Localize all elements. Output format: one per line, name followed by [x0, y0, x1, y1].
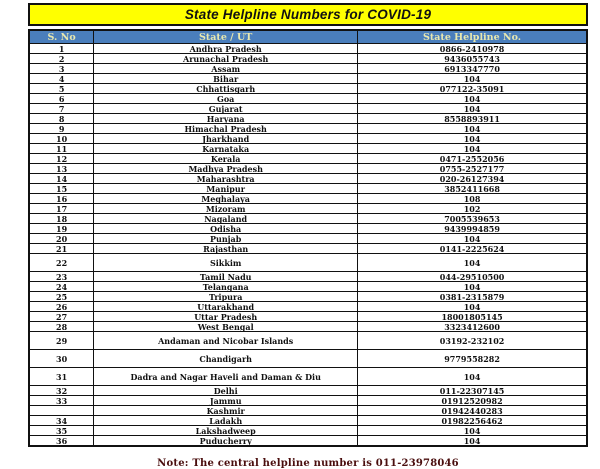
cell-helpline-no: 3323412600	[358, 322, 587, 332]
helpline-table	[28, 29, 588, 447]
cell-s-no: 26	[29, 302, 94, 312]
cell-state-ut: Rajasthan	[94, 244, 358, 254]
table-row	[29, 224, 587, 234]
cell-state-ut: Sikkim	[94, 254, 358, 272]
cell-state-ut: Bihar	[94, 74, 358, 84]
table-row	[29, 154, 587, 164]
cell-helpline-no: 0141-2225624	[358, 244, 587, 254]
cell-s-no: 8	[29, 114, 94, 124]
column-header-s-no: S. No	[29, 30, 94, 44]
cell-state-ut: Meghalaya	[94, 194, 358, 204]
cell-state-ut: Tamil Nadu	[94, 272, 358, 282]
table-row	[29, 144, 587, 154]
cell-s-no: 28	[29, 322, 94, 332]
cell-helpline-no: 020-26127394	[358, 174, 587, 184]
cell-helpline-no: 03192-232102	[358, 332, 587, 350]
cell-helpline-no: 0866-2410978	[358, 44, 587, 54]
cell-state-ut: Ladakh	[94, 416, 358, 426]
table-row	[29, 164, 587, 174]
cell-s-no: 23	[29, 272, 94, 282]
cell-state-ut: Assam	[94, 64, 358, 74]
cell-helpline-no: 6913347770	[358, 64, 587, 74]
cell-state-ut: Chandigarh	[94, 350, 358, 368]
cell-state-ut: Karnataka	[94, 144, 358, 154]
table-row	[29, 302, 587, 312]
column-header-helpline-no: State Helpline No.	[358, 30, 587, 44]
cell-state-ut: Telangana	[94, 282, 358, 292]
cell-state-ut: Tripura	[94, 292, 358, 302]
cell-helpline-no: 0471-2552056	[358, 154, 587, 164]
cell-state-ut: Andaman and Nicobar Islands	[94, 332, 358, 350]
cell-s-no: 6	[29, 94, 94, 104]
cell-state-ut: Arunachal Pradesh	[94, 54, 358, 64]
table-row	[29, 282, 587, 292]
page-title: State Helpline Numbers for COVID-19	[28, 3, 588, 26]
cell-s-no: 15	[29, 184, 94, 194]
table-row	[29, 416, 587, 426]
cell-s-no: 34	[29, 416, 94, 426]
cell-s-no: 16	[29, 194, 94, 204]
table-row	[29, 74, 587, 84]
cell-s-no: 36	[29, 436, 94, 447]
cell-s-no: 13	[29, 164, 94, 174]
table-row	[29, 84, 587, 94]
cell-state-ut: Uttarakhand	[94, 302, 358, 312]
column-header-state-ut: State / UT	[94, 30, 358, 44]
cell-state-ut: Goa	[94, 94, 358, 104]
cell-helpline-no: 9439994859	[358, 224, 587, 234]
table-row	[29, 386, 587, 396]
cell-s-no: 25	[29, 292, 94, 302]
cell-helpline-no: 011-22307145	[358, 386, 587, 396]
cell-helpline-no: 0755-2527177	[358, 164, 587, 174]
cell-helpline-no: 104	[358, 144, 587, 154]
cell-s-no: 27	[29, 312, 94, 322]
cell-state-ut: Delhi	[94, 386, 358, 396]
cell-s-no: 33	[29, 396, 94, 406]
cell-s-no: 3	[29, 64, 94, 74]
table-row	[29, 234, 587, 244]
cell-helpline-no: 104	[358, 426, 587, 436]
cell-state-ut: West Bengal	[94, 322, 358, 332]
cell-helpline-no: 044-29510500	[358, 272, 587, 282]
table-row	[29, 134, 587, 144]
cell-helpline-no: 8558893911	[358, 114, 587, 124]
cell-state-ut: Kerala	[94, 154, 358, 164]
cell-s-no: 9	[29, 124, 94, 134]
central-helpline-note: Note: The central helpline number is 011-23978046	[157, 458, 459, 469]
cell-state-ut: Madhya Pradesh	[94, 164, 358, 174]
table-row	[29, 436, 587, 447]
cell-state-ut: Andhra Pradesh	[94, 44, 358, 54]
cell-helpline-no: 104	[358, 302, 587, 312]
table-row	[29, 332, 587, 350]
table-row	[29, 124, 587, 134]
table-row	[29, 368, 587, 386]
cell-s-no: 11	[29, 144, 94, 154]
cell-state-ut: Maharashtra	[94, 174, 358, 184]
cell-helpline-no: 0381-2315879	[358, 292, 587, 302]
cell-state-ut: Dadra and Nagar Haveli and Daman & Diu	[94, 368, 358, 386]
cell-s-no: 1	[29, 44, 94, 54]
cell-s-no: 12	[29, 154, 94, 164]
table-row	[29, 54, 587, 64]
cell-s-no	[29, 406, 94, 416]
cell-s-no: 17	[29, 204, 94, 214]
cell-state-ut: Uttar Pradesh	[94, 312, 358, 322]
cell-helpline-no: 01942440283	[358, 406, 587, 416]
cell-state-ut: Jammu	[94, 396, 358, 406]
table-row	[29, 114, 587, 124]
cell-s-no: 31	[29, 368, 94, 386]
cell-helpline-no: 01912520982	[358, 396, 587, 406]
cell-helpline-no: 104	[358, 282, 587, 292]
cell-helpline-no: 077122-35091	[358, 84, 587, 94]
helpline-table-body	[29, 44, 587, 447]
cell-helpline-no: 104	[358, 104, 587, 114]
cell-state-ut: Punjab	[94, 234, 358, 244]
cell-state-ut: Haryana	[94, 114, 358, 124]
table-row	[29, 204, 587, 214]
table-row	[29, 254, 587, 272]
cell-helpline-no: 108	[358, 194, 587, 204]
table-row	[29, 406, 587, 416]
cell-state-ut: Mizoram	[94, 204, 358, 214]
table-wrap	[28, 3, 588, 469]
cell-state-ut: Jharkhand	[94, 134, 358, 144]
table-row	[29, 94, 587, 104]
cell-s-no: 2	[29, 54, 94, 64]
table-row	[29, 194, 587, 204]
table-row	[29, 174, 587, 184]
cell-helpline-no: 104	[358, 94, 587, 104]
cell-helpline-no: 104	[358, 254, 587, 272]
cell-helpline-no: 3852411668	[358, 184, 587, 194]
cell-state-ut: Puducherry	[94, 436, 358, 447]
cell-helpline-no: 7005539653	[358, 214, 587, 224]
cell-helpline-no: 104	[358, 134, 587, 144]
cell-s-no: 21	[29, 244, 94, 254]
cell-state-ut: Gujarat	[94, 104, 358, 114]
cell-helpline-no: 104	[358, 74, 587, 84]
cell-s-no: 22	[29, 254, 94, 272]
table-row	[29, 350, 587, 368]
cell-helpline-no: 104	[358, 436, 587, 447]
table-row	[29, 312, 587, 322]
cell-helpline-no: 104	[358, 124, 587, 134]
cell-s-no: 4	[29, 74, 94, 84]
table-row	[29, 104, 587, 114]
cell-s-no: 5	[29, 84, 94, 94]
cell-s-no: 20	[29, 234, 94, 244]
cell-s-no: 19	[29, 224, 94, 234]
table-row	[29, 322, 587, 332]
table-row	[29, 396, 587, 406]
cell-helpline-no: 01982256462	[358, 416, 587, 426]
cell-s-no: 29	[29, 332, 94, 350]
cell-state-ut: Himachal Pradesh	[94, 124, 358, 134]
cell-state-ut: Chhattisgarh	[94, 84, 358, 94]
table-row	[29, 426, 587, 436]
cell-s-no: 14	[29, 174, 94, 184]
cell-s-no: 30	[29, 350, 94, 368]
table-row	[29, 272, 587, 282]
table-row	[29, 214, 587, 224]
cell-s-no: 18	[29, 214, 94, 224]
table-row	[29, 64, 587, 74]
cell-state-ut: Manipur	[94, 184, 358, 194]
cell-state-ut: Kashmir	[94, 406, 358, 416]
table-row	[29, 184, 587, 194]
cell-s-no: 10	[29, 134, 94, 144]
cell-state-ut: Odisha	[94, 224, 358, 234]
cell-s-no: 32	[29, 386, 94, 396]
cell-s-no: 35	[29, 426, 94, 436]
cell-helpline-no: 9436055743	[358, 54, 587, 64]
cell-helpline-no: 104	[358, 234, 587, 244]
cell-helpline-no: 104	[358, 368, 587, 386]
cell-helpline-no: 102	[358, 204, 587, 214]
table-row	[29, 44, 587, 54]
table-header-row	[29, 30, 587, 44]
cell-s-no: 24	[29, 282, 94, 292]
cell-state-ut: Nagaland	[94, 214, 358, 224]
table-row	[29, 244, 587, 254]
table-row	[29, 292, 587, 302]
cell-helpline-no: 9779558282	[358, 350, 587, 368]
cell-state-ut: Lakshadweep	[94, 426, 358, 436]
cell-helpline-no: 18001805145	[358, 312, 587, 322]
cell-s-no: 7	[29, 104, 94, 114]
